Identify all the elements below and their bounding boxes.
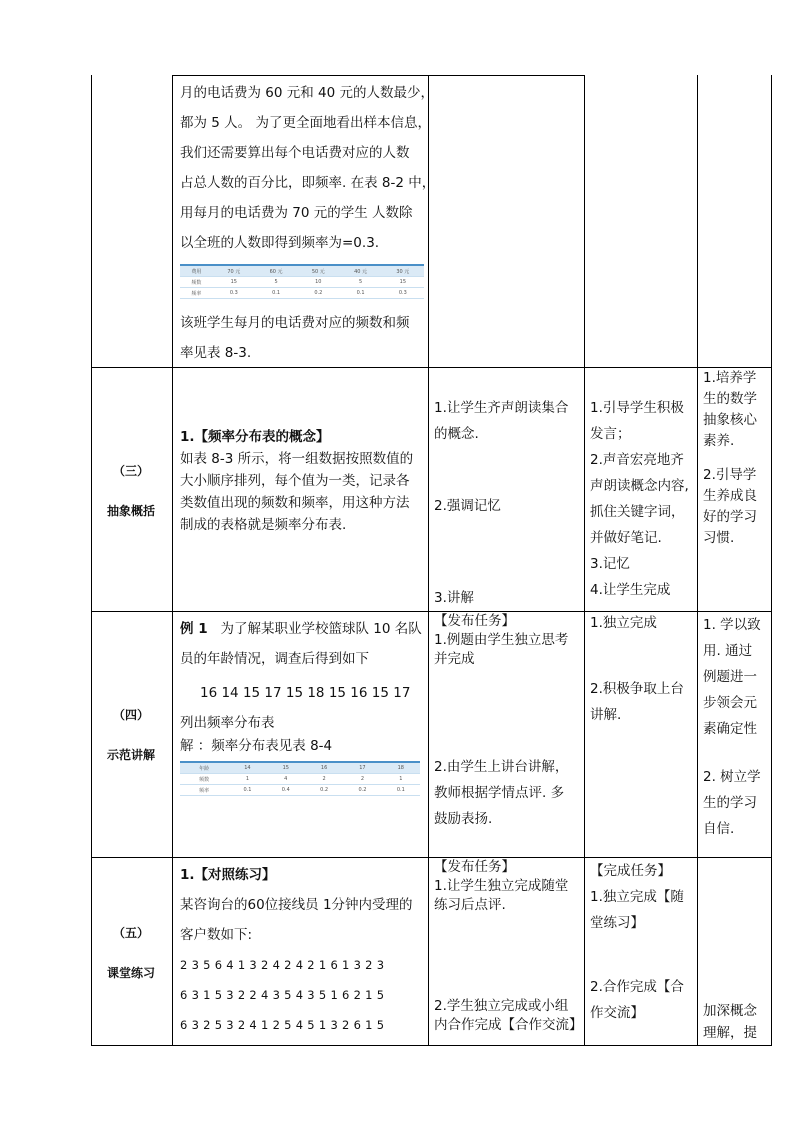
row1-line: 月的电话费为 60 元和 40 元的人数最少，	[180, 85, 435, 101]
teacher-line: 【发布任务】	[434, 859, 515, 875]
teacher-line: 2.由学生上讲台讲解，	[434, 759, 569, 775]
intent-line: 自信.	[703, 821, 735, 837]
row3-intent	[703, 612, 761, 842]
concept-title: 1.【频率分布表的概念】	[180, 429, 330, 445]
section-number: （四）	[112, 708, 149, 722]
row1-after-line: 该班学生每月的电话费对应的频数和频	[180, 315, 410, 331]
solution-line: 解 ：频率分布表见表 8-4	[180, 738, 333, 754]
practice-line: 客户数如下:	[180, 927, 253, 943]
table-cell: 50 元	[297, 265, 339, 277]
table-cell: 14	[228, 762, 266, 774]
teacher-line: 2.学生独立完成或小组	[434, 998, 569, 1014]
table-cell: 60 元	[255, 265, 297, 277]
phone-fee-table	[180, 264, 424, 299]
teacher-line: 内合作完成【合作交流】	[434, 1017, 583, 1033]
row4-intent	[703, 1000, 757, 1044]
section-name: 抽象概括	[106, 504, 155, 518]
section-name: 示范讲解	[106, 748, 155, 762]
row1-line: 我们还需要算出每个电话费对应的人数	[180, 145, 410, 161]
row3-teacher	[434, 612, 568, 832]
student-line: 2.积极争取上台	[590, 681, 684, 697]
table-cell: 频数	[180, 774, 228, 785]
teacher-line: 1.让学生齐声朗读集合	[434, 400, 569, 416]
intent-line: 素养.	[703, 433, 735, 449]
intent-line: 习惯.	[703, 530, 735, 546]
intent-line: 理解，提	[703, 1025, 757, 1041]
intent-line: 素确定性	[703, 721, 757, 737]
age-table	[180, 761, 420, 796]
example-label: 例 1	[180, 621, 208, 637]
row2-intent	[703, 368, 757, 549]
intent-line: 2. 树立学	[703, 769, 761, 785]
intent-line: 生养成良	[703, 488, 757, 504]
row2-teacher	[434, 395, 568, 611]
row-line-top	[172, 75, 584, 76]
intent-line: 好的学习	[703, 509, 757, 525]
teacher-line: 的概念.	[434, 426, 479, 442]
table-cell: 15	[213, 277, 255, 288]
row1-after	[180, 310, 410, 366]
intent-line: 用. 通过	[703, 643, 753, 659]
teacher-line: 并完成	[434, 651, 475, 667]
practice-data: 2 3 5 6 4 1 3 2 4 2 4 2 1 6 1 3 2 3	[180, 958, 385, 972]
table-cell: 70 元	[213, 265, 255, 277]
task-line: 列出频率分布表	[180, 715, 275, 731]
concept-line: 如表 8-3 所示，将一组数据按照数值的	[180, 451, 414, 467]
student-line: 讲解.	[590, 707, 622, 723]
table-cell: 5	[255, 277, 297, 288]
student-line: 2.合作完成【合	[590, 979, 684, 995]
teacher-line: 鼓励表扬.	[434, 811, 493, 827]
col-line-4	[697, 75, 698, 1046]
row3-student	[590, 610, 684, 728]
table-cell: 30 元	[382, 265, 424, 277]
teacher-line: 2.强调记忆	[434, 498, 501, 514]
table-cell: 2	[343, 774, 381, 785]
table-cell: 0.2	[343, 785, 381, 796]
teacher-line: 1.例题由学生独立思考	[434, 632, 569, 648]
practice-data: 6 3 1 5 3 2 2 4 3 5 4 3 5 1 6 2 1 5	[180, 988, 385, 1002]
practice-line: 某咨询台的60位接线员 1分钟内受理的	[180, 897, 413, 913]
row3-content	[180, 616, 422, 756]
col-line-0	[91, 75, 92, 1046]
table-cell: 0.3	[213, 288, 255, 299]
teacher-line: 3.讲解	[434, 590, 474, 606]
example-line: 员的年龄情况，调查后得到如下	[180, 651, 369, 667]
table-cell: 1	[228, 774, 266, 785]
table-cell: 频率	[180, 785, 228, 796]
table-cell: 0.1	[255, 288, 297, 299]
intent-line: 生的数学	[703, 391, 757, 407]
table-cell: 4	[267, 774, 305, 785]
student-line: 发言；	[590, 426, 631, 442]
table-cell: 10	[297, 277, 339, 288]
example-text: 为了解某职业学校篮球队 10 名队	[220, 621, 422, 637]
row4-student	[590, 858, 684, 1026]
student-line: 2.声音宏亮地齐	[590, 452, 684, 468]
table-cell: 0.1	[382, 785, 420, 796]
table-cell: 频数	[180, 277, 213, 288]
intent-line: 例题进一	[703, 669, 757, 685]
student-line: 抓住关键字词，	[590, 504, 685, 520]
concept-line: 类数值出现的频数和频率，用这种方法	[180, 495, 410, 511]
table-cell: 0.2	[305, 785, 343, 796]
row4-content	[180, 862, 413, 1038]
row2-content	[180, 426, 413, 536]
student-line: 3.记忆	[590, 556, 630, 572]
table-cell: 2	[305, 774, 343, 785]
row1-line: 用每月的电话费为 70 元的学生 人数除	[180, 205, 413, 221]
row1-after-line: 率见表 8-3.	[180, 345, 252, 361]
table-cell: 17	[343, 762, 381, 774]
section-number: （三）	[112, 464, 149, 478]
table-cell: 0.3	[382, 288, 424, 299]
row2-student	[590, 395, 689, 603]
table-cell: 18	[382, 762, 420, 774]
teacher-line: 1.让学生独立完成随堂	[434, 878, 569, 894]
row1-line: 都为 5 人。 为了更全面地看出样本信息，	[180, 115, 431, 131]
example-line	[180, 616, 422, 642]
student-line: 堂练习】	[590, 915, 644, 931]
student-line: 声朗读概念内容,	[590, 478, 689, 494]
table-cell: 0.1	[339, 288, 381, 299]
intent-line: 加深概念	[703, 1003, 757, 1019]
practice-data: 6 3 2 5 3 2 4 1 2 5 4 5 1 3 2 6 1 5	[180, 1018, 385, 1032]
table-cell: 15	[267, 762, 305, 774]
teacher-line: 教师根据学情点评. 多	[434, 785, 565, 801]
student-line: 1.独立完成	[590, 615, 657, 631]
intent-line: 1. 学以致	[703, 617, 761, 633]
row1-content	[180, 80, 435, 256]
table-cell: 1	[382, 774, 420, 785]
row-line-bottom	[91, 1045, 772, 1046]
section-number: （五）	[112, 926, 149, 940]
table-cell: 0.4	[267, 785, 305, 796]
student-line: 1.引导学生积极	[590, 400, 684, 416]
table-cell: 年龄	[180, 762, 228, 774]
table-cell: 16	[305, 762, 343, 774]
table-cell: 0.2	[297, 288, 339, 299]
student-line: 1.独立完成【随	[590, 889, 684, 905]
table-cell: 费用	[180, 265, 213, 277]
row4-teacher	[434, 858, 583, 1035]
table-cell: 频率	[180, 288, 213, 299]
intent-line: 步领会元	[703, 695, 757, 711]
intent-line: 2.引导学	[703, 467, 757, 483]
col-line-1	[172, 75, 173, 1046]
student-line: 作交流】	[590, 1005, 644, 1021]
practice-title: 1.【对照练习】	[180, 867, 276, 883]
teacher-line: 练习后点评.	[434, 897, 506, 913]
concept-line: 制成的表格就是频率分布表.	[180, 517, 347, 533]
student-line: 并做好笔记.	[590, 530, 662, 546]
student-line: 【完成任务】	[590, 863, 671, 879]
concept-line: 大小顺序排列，每个值为一类，记录各	[180, 473, 410, 489]
intent-line: 生的学习	[703, 795, 757, 811]
intent-line: 抽象核心	[703, 412, 757, 428]
section-name: 课堂练习	[106, 966, 155, 980]
student-line: 4.让学生完成	[590, 582, 671, 598]
row1-line: 以全班的人数即得到频率为=0.3.	[180, 235, 380, 251]
table-cell: 15	[382, 277, 424, 288]
row-line-1	[91, 367, 772, 368]
data-line: 16 14 15 17 15 18 15 16 15 17	[200, 685, 411, 701]
row1-line: 占总人数的百分比，即频率. 在表 8-2 中，	[180, 175, 436, 191]
table-cell: 0.1	[228, 785, 266, 796]
col-line-5	[771, 75, 772, 1046]
intent-line: 1.培养学	[703, 370, 757, 386]
table-cell: 5	[339, 277, 381, 288]
col-line-3	[584, 75, 585, 1046]
table-cell: 40 元	[339, 265, 381, 277]
teacher-line: 【发布任务】	[434, 613, 515, 629]
